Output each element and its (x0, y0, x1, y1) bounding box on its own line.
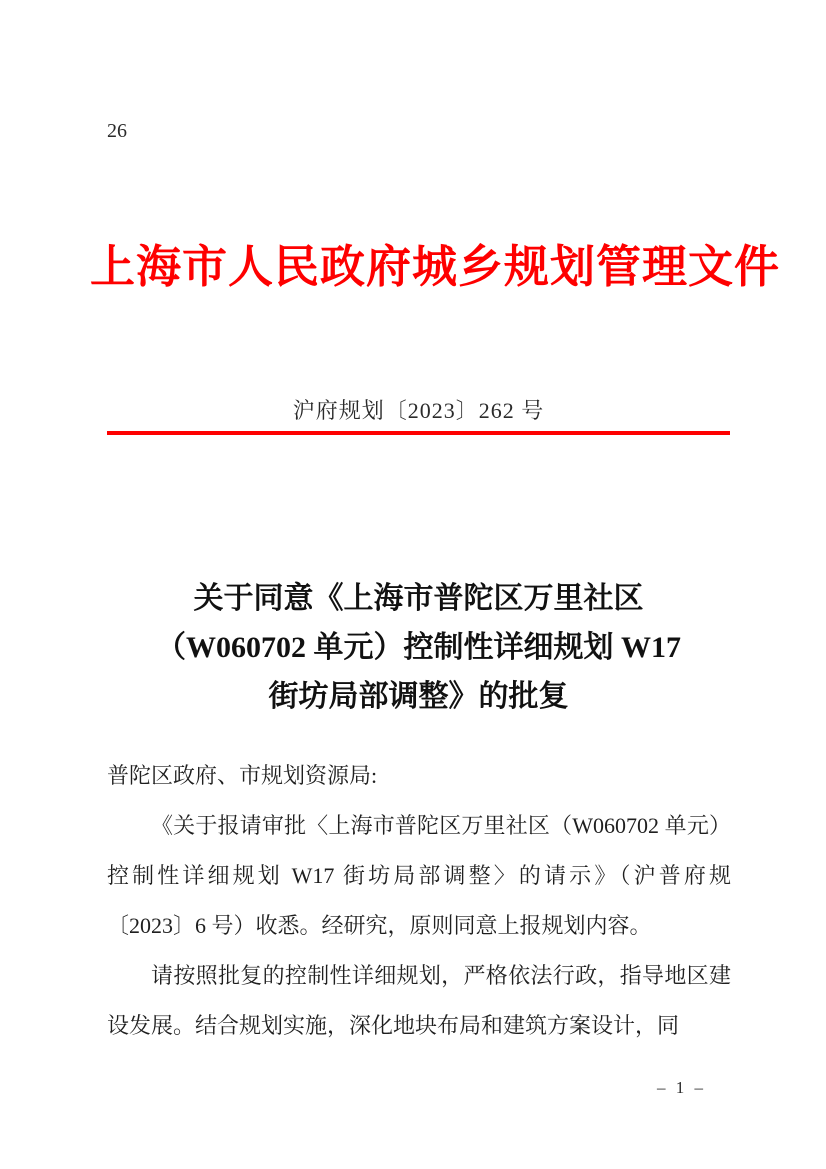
body-paragraph-1: 《关于报请审批〈上海市普陀区万里社区（W060702 单元）控制性详细规划 W17 街坊局部调整〉的请示》（沪普府规〔2023〕6 号）收悉。经研究，原则同意上报规划内容。 (107, 813, 731, 938)
document-body (107, 751, 731, 1051)
body-paragraph-2: 请按照批复的控制性详细规划，严格依法行政，指导地区建设发展。结合规划实施，深化地块布局和建筑方案设计，同 (107, 963, 731, 1038)
corner-page-number: 26 (107, 120, 127, 142)
red-header-banner-title: 上海市人民政府城乡规划管理文件 (90, 242, 781, 292)
red-divider-line (107, 431, 730, 435)
footer-page-number: – 1 – (657, 1078, 706, 1097)
document-title-line-3: 街坊局部调整》的批复 (268, 680, 569, 713)
document-reference-number: 沪府规划〔2023〕262 号 (292, 398, 545, 423)
salutation-line: 普陀区政府、市规划资源局: (107, 763, 378, 788)
document-title-line-2: （W060702 单元）控制性详细规划 W17 (156, 631, 681, 664)
document-title-line-1: 关于同意《上海市普陀区万里社区 (193, 582, 644, 615)
document-title (107, 574, 730, 721)
